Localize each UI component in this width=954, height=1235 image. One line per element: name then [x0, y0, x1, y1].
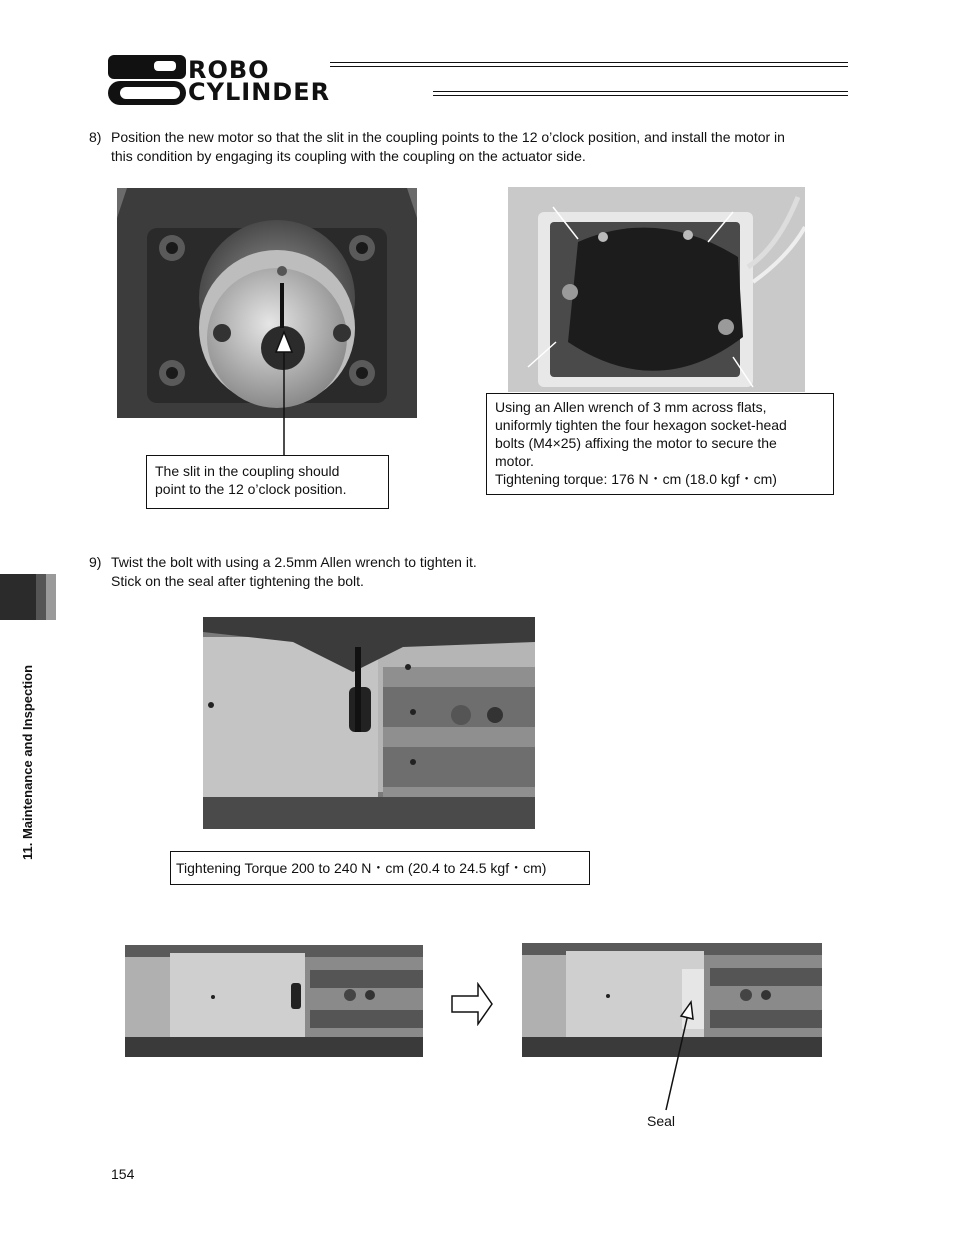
- page-number: 154: [111, 1166, 135, 1182]
- step-line: this condition by engaging its coupling with the coupling on the actuator side.: [111, 148, 586, 164]
- callout-line: bolts (M4×25) affixing the motor to secure the: [495, 435, 777, 451]
- step-line: Twist the bolt with using a 2.5mm Allen wrench to tighten it.: [111, 554, 477, 570]
- header-rule: [330, 62, 848, 63]
- callout-line: Using an Allen wrench of 3 mm across flats,: [495, 399, 767, 415]
- logo-line-cylinder: CYLINDER: [188, 78, 331, 106]
- step-line: Stick on the seal after tightening the bolt.: [111, 573, 364, 589]
- step-9-text: [89, 553, 689, 593]
- callout-line: Tightening torque: 176 N・cm (18.0 kgf・cm): [495, 471, 777, 487]
- logo-line-robo: ROBO: [188, 56, 270, 84]
- seal-label: Seal: [647, 1113, 676, 1129]
- allen-wrench-photo: [203, 617, 535, 829]
- step-number: 9): [89, 554, 102, 570]
- rc-logo-icon: [108, 53, 186, 105]
- chapter-tab-marker: [46, 574, 56, 620]
- step-number: 8): [89, 129, 102, 145]
- coupling-photo: [117, 188, 417, 418]
- bolts-callout: [486, 393, 834, 495]
- step-line: Position the new motor so that the slit in the coupling points to the 12 o’clock position, and install the motor in: [111, 129, 785, 145]
- chapter-tab-marker: [36, 574, 46, 620]
- callout-line: motor.: [495, 453, 534, 469]
- before-seal-photo: [125, 945, 423, 1057]
- header-rule: [433, 91, 848, 92]
- motor-photo: [508, 187, 805, 392]
- slit-pointer-arrow-icon: [272, 330, 296, 456]
- callout-line: uniformly tighten the four hexagon socket-head: [495, 417, 787, 433]
- header-rule: [330, 66, 848, 67]
- right-block-arrow-icon: [450, 982, 494, 1026]
- torque-text: Tightening Torque 200 to 240 N・cm (20.4 to 24.5 kgf・cm): [176, 860, 547, 876]
- torque-box: [170, 851, 590, 885]
- chapter-tab-marker: [0, 574, 36, 620]
- callout-line: The slit in the coupling should: [155, 463, 340, 479]
- coupling-callout: [146, 455, 389, 509]
- chapter-label: 11. Maintenance and Inspection: [20, 664, 35, 860]
- step-8-text: [89, 128, 879, 168]
- header-rule: [433, 95, 848, 96]
- seal-pointer-arrow-icon: [660, 1000, 696, 1112]
- callout-line: point to the 12 o’clock position.: [155, 481, 347, 497]
